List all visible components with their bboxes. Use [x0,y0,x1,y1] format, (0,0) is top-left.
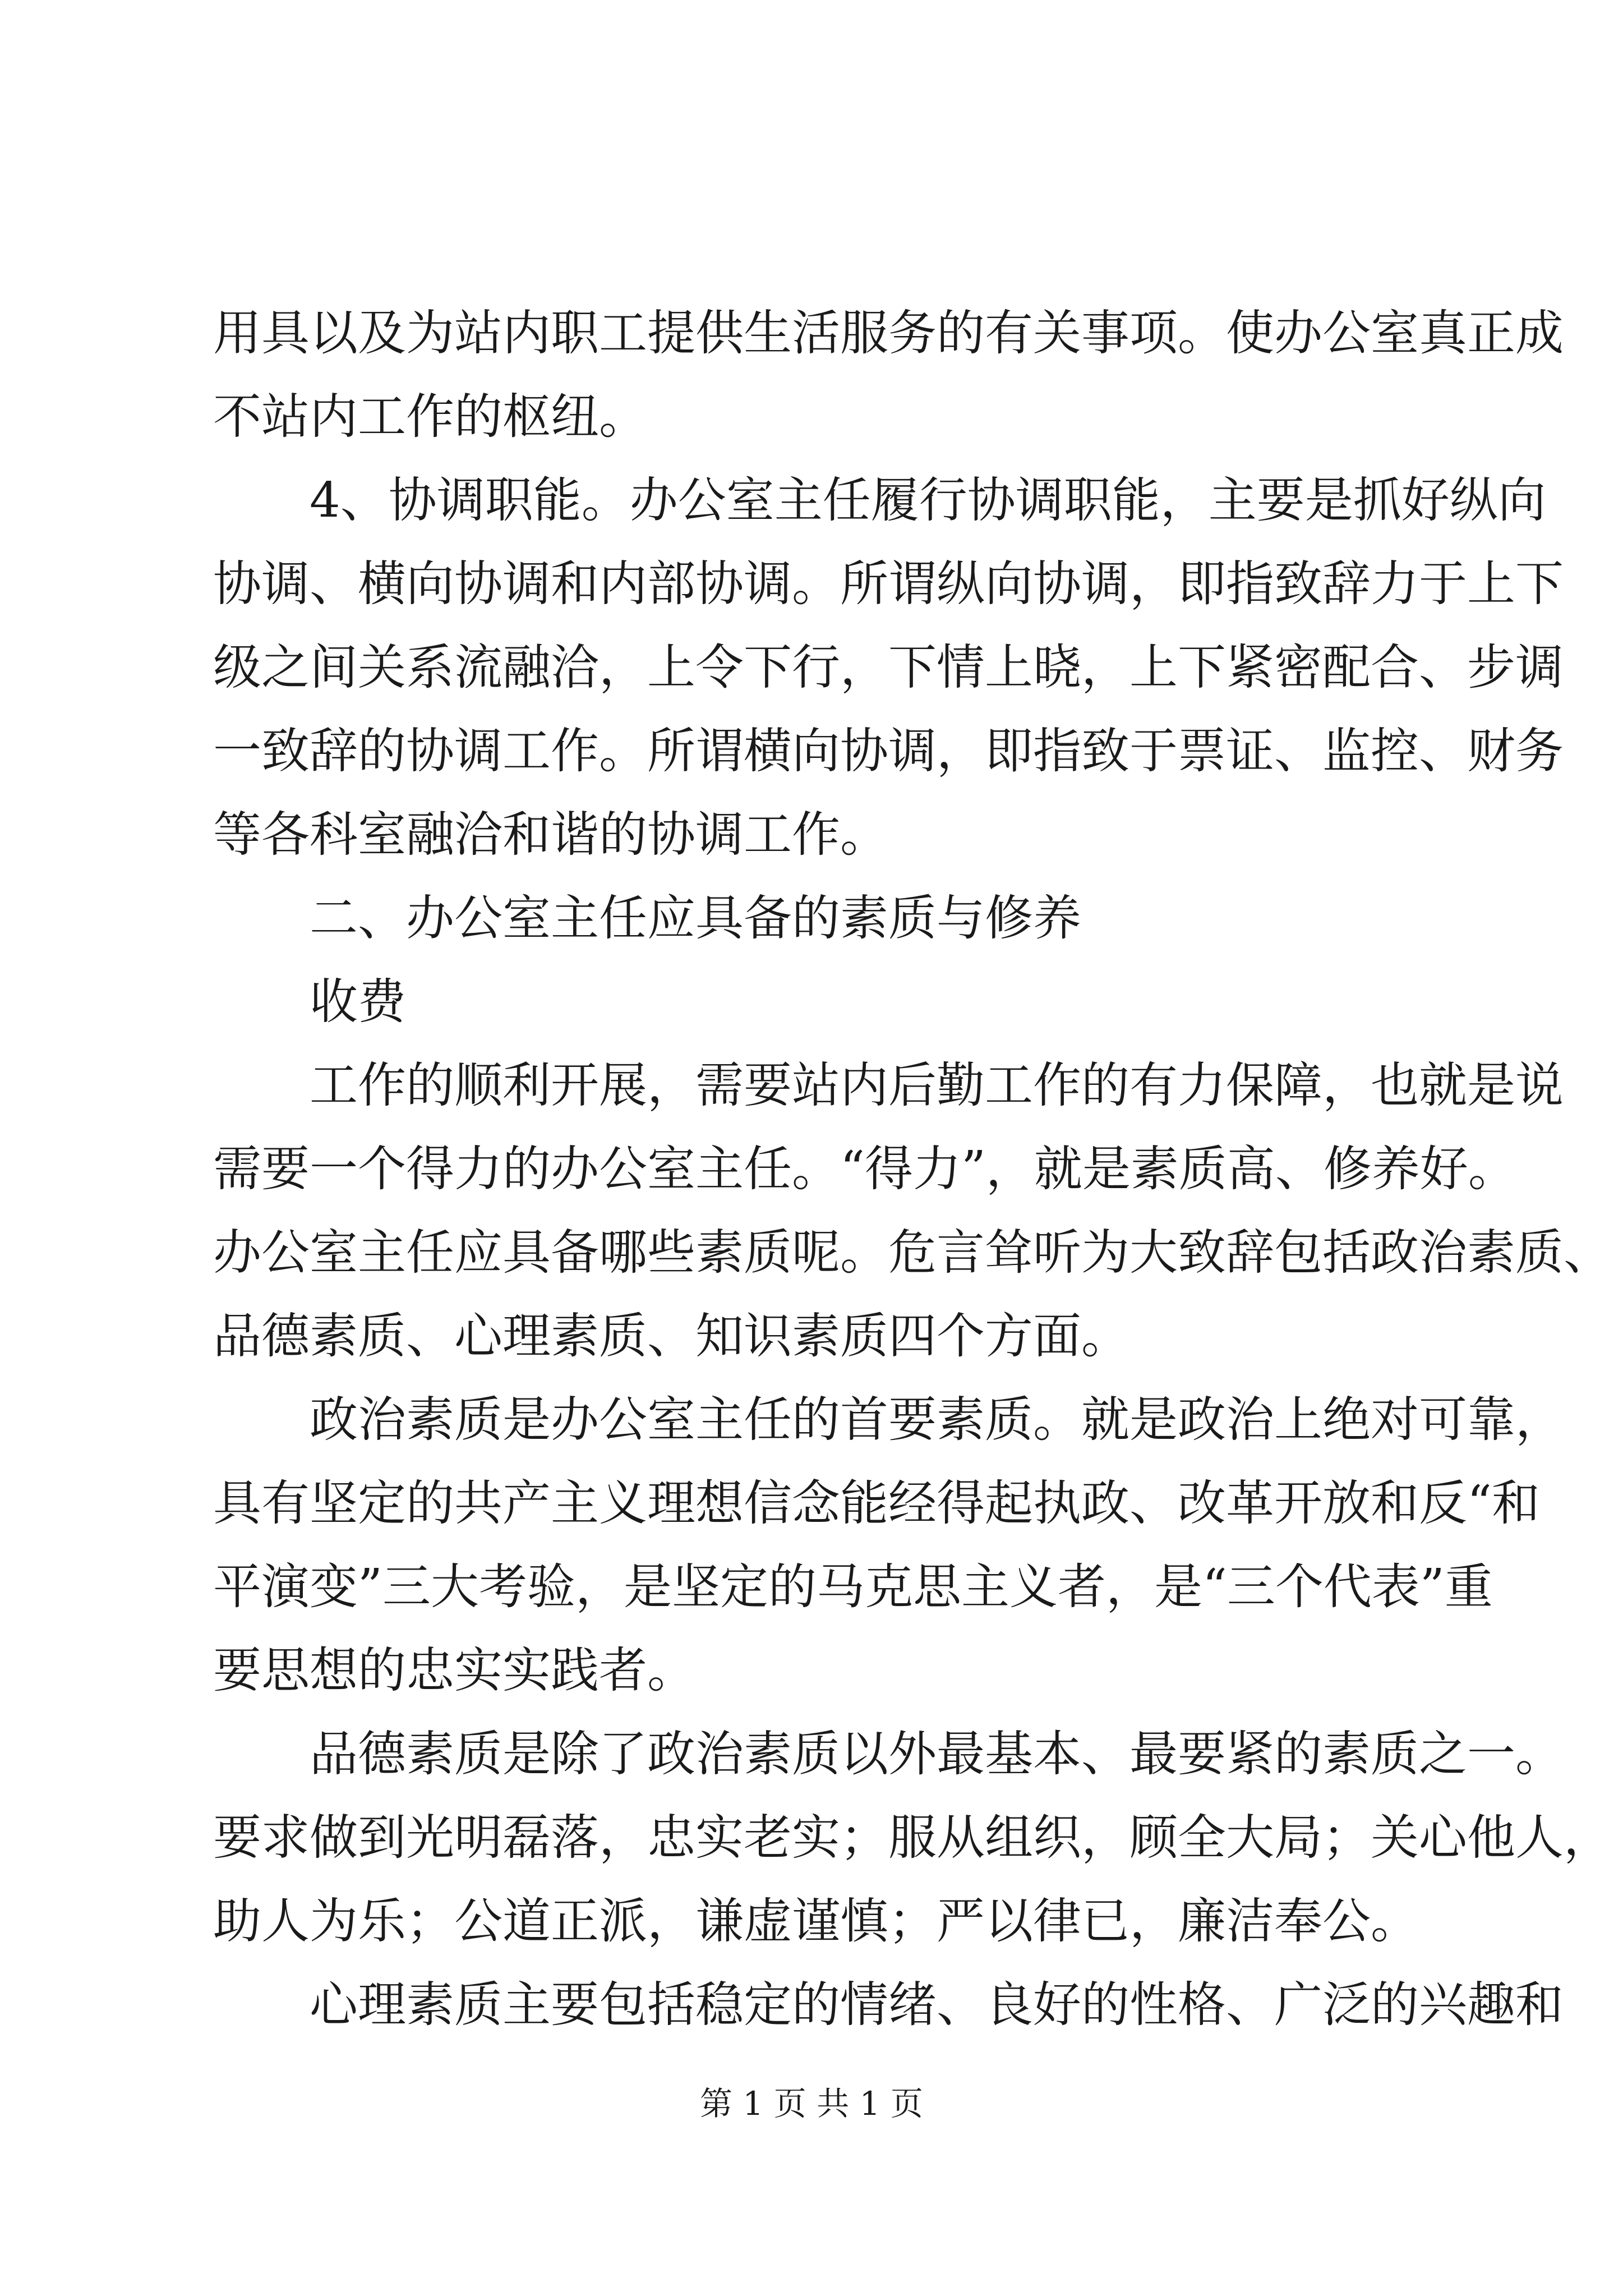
paragraph-start-line: 品德素质是除了政治素质以外最基本、最要紧的素质之一。 [310,1726,1564,1782]
text-line: 要求做到光明磊落，忠实老实；服从组织，顾全大局；关心他人， [213,1810,1612,1866]
text-line: 一致辞的协调工作。所谓横向协调，即指致于票证、监控、财务 [213,723,1564,779]
paragraph-start-line: 政治素质是办公室主任的首要素质。就是政治上绝对可靠， [310,1392,1564,1448]
paragraph-start-line: 工作的顺利开展，需要站内后勤工作的有力保障，也就是说 [310,1057,1564,1114]
text-line: 级之间关系流融洽，上令下行，下情上晓，上下紧密配合、步调 [213,639,1564,696]
text-line: 办公室主任应具备哪些素质呢。危言耸听为大致辞包括政治素质、 [213,1225,1612,1281]
text-line: 不站内工作的枢纽。 [213,389,647,445]
paragraph-start-line: 心理素质主要包括稳定的情绪、良好的性格、广泛的兴趣和 [310,1977,1564,2033]
document-body [213,292,1612,2047]
text-line: 品德素质、心理素质、知识素质四个方面。 [213,1308,1129,1364]
text-line: 平演变”三大考验，是坚定的马克思主义者，是“三个代表”重 [213,1559,1493,1615]
text-line: 助人为乐；公道正派，谦虚谨慎；严以律已，廉洁奉公。 [213,1893,1419,1949]
paragraph-start-line: 4、协调职能。办公室主任履行协调职能，主要是抓好纵向 [310,472,1546,528]
text-line: 协调、横向协调和内部协调。所谓纵向协调，即指致辞力于上下 [213,556,1564,612]
text-line: 具有坚定的共产主义理想信念能经得起执政、改革开放和反“和 [213,1475,1540,1531]
paragraph-start-line: 收费 [310,974,406,1030]
text-line: 需要一个得力的办公室主任。“得力”，就是素质高、修养好。 [213,1141,1516,1197]
page-footer: 第 1 页 共 1 页 [700,2085,923,2123]
text-line: 等各科室融洽和谐的协调工作。 [213,807,888,863]
section-heading: 二、办公室主任应具备的素质与修养 [310,890,1081,946]
text-line: 用具以及为站内职工提供生活服务的有关事项。使办公室真正成 [213,305,1564,361]
text-line: 要思想的忠实实践者。 [213,1642,695,1699]
